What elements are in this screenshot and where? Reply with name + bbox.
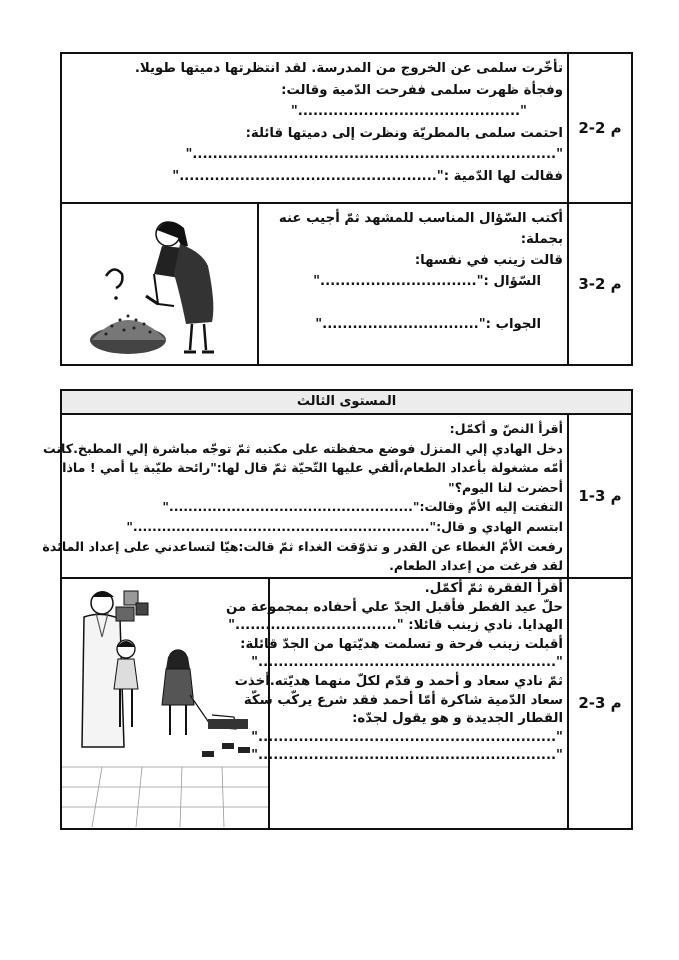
- answer-line[interactable]: الجواب :"...............................": [315, 317, 541, 332]
- level-title: المستوى الثالث: [62, 391, 631, 415]
- answer-line[interactable]: "........................................................................": [185, 147, 563, 162]
- girl-with-umbrella-drawing: [62, 204, 257, 364]
- text-line: أكتب السّؤال المناسب للمشهد ثمّ أجيب عنه: [278, 211, 563, 226]
- text-line: بجملة:: [520, 232, 563, 247]
- exercise-label: م 2-2: [567, 54, 631, 202]
- answer-line[interactable]: التفتت إليه الأمّ وقالت:"...................................................": [162, 499, 563, 515]
- level-three-box: [42, 389, 633, 830]
- exercise-text: [259, 204, 569, 364]
- text-line: أقرأ الفقرة ثمّ أكمّل.: [424, 581, 563, 596]
- text-line: حلّ عيد الفطر فأقبل الجدّ علي أحفاده بمجموعة من: [226, 599, 563, 615]
- text-line: قالت زينب في نفسها:: [414, 253, 563, 268]
- exercise-label: م 3-1: [567, 415, 631, 577]
- text-line: رفعت الأمّ الغطاء عن القدر و تذوّقت الغداء ثمّ قالت:هيّا لتساعدني على إعداد المائدة: [42, 538, 563, 554]
- exercise-label: م 3-2: [567, 577, 631, 828]
- answer-line[interactable]: "...........................................................": [251, 655, 563, 671]
- answer-line[interactable]: فقالت لها الدّمية :"...................................................": [172, 168, 563, 184]
- answer-line[interactable]: السّؤال :"...............................": [313, 274, 541, 289]
- exercise-row-3-1: [42, 415, 631, 579]
- text-line: أقبلت زينب فرحة و تسلمت هديّتها من الجدّ قائلة:: [240, 636, 563, 652]
- exercise-label: م 2-3: [567, 204, 631, 364]
- exercise-text: [226, 577, 569, 828]
- exercise-text: [42, 415, 569, 577]
- text-line: أحضرت لنا اليوم؟": [448, 479, 563, 495]
- text-line: وفجأة ظهرت سلمى ففرحت الدّمية وقالت:: [281, 82, 563, 98]
- text-line: احتمت سلمى بالمطريّة ونظرت إلى دميتها قائلة:: [245, 125, 563, 141]
- text-line: أمّه مشغولة بأعداد الطعام،ألقي عليها التّحيّة ثمّ قال لها:"رائحة طيّبة يا أمي ! ماذا: [62, 460, 563, 476]
- exercise-box-2-2: [60, 52, 633, 204]
- answer-line[interactable]: "............................................": [290, 104, 527, 119]
- answer-line[interactable]: "...........................................................": [251, 729, 563, 745]
- illustration-girl-umbrella: [62, 204, 259, 364]
- answer-line[interactable]: ابتسم الهادي و قال:"..............................................................": [126, 518, 563, 534]
- text-line: سعاد الدّمية شاكرة أمّا أحمد فقد شرع يركّب سكّة: [243, 692, 563, 708]
- answer-line[interactable]: الهدايا. نادي زينب قائلا: "................................": [228, 618, 563, 634]
- answer-line[interactable]: "...........................................................": [251, 748, 563, 764]
- text-line: القطار الجديدة و هو يقول لجدّه:: [352, 711, 563, 727]
- exercise-row-3-2: [62, 577, 631, 828]
- text-line: لقد فرغت من إعداد الطعام.: [389, 558, 563, 574]
- exercise-text: [62, 54, 569, 202]
- text-line: أقرأ النصّ و أكمّل:: [449, 421, 563, 436]
- text-line: ثمّ نادي سعاد و أحمد و قدّم لكلّ منهما هديّته.أخذت: [234, 673, 563, 689]
- exercise-box-3-2: [60, 204, 633, 366]
- text-line: تأخّرت سلمى عن الخروج من المدرسة. لقد انتظرتها دميتها طويلا.: [134, 61, 563, 76]
- text-line: دخل الهادي إلي المنزل فوضع محفظته على مكتبه ثمّ توجّه مباشرة إلي المطبخ.كانت: [42, 440, 563, 456]
